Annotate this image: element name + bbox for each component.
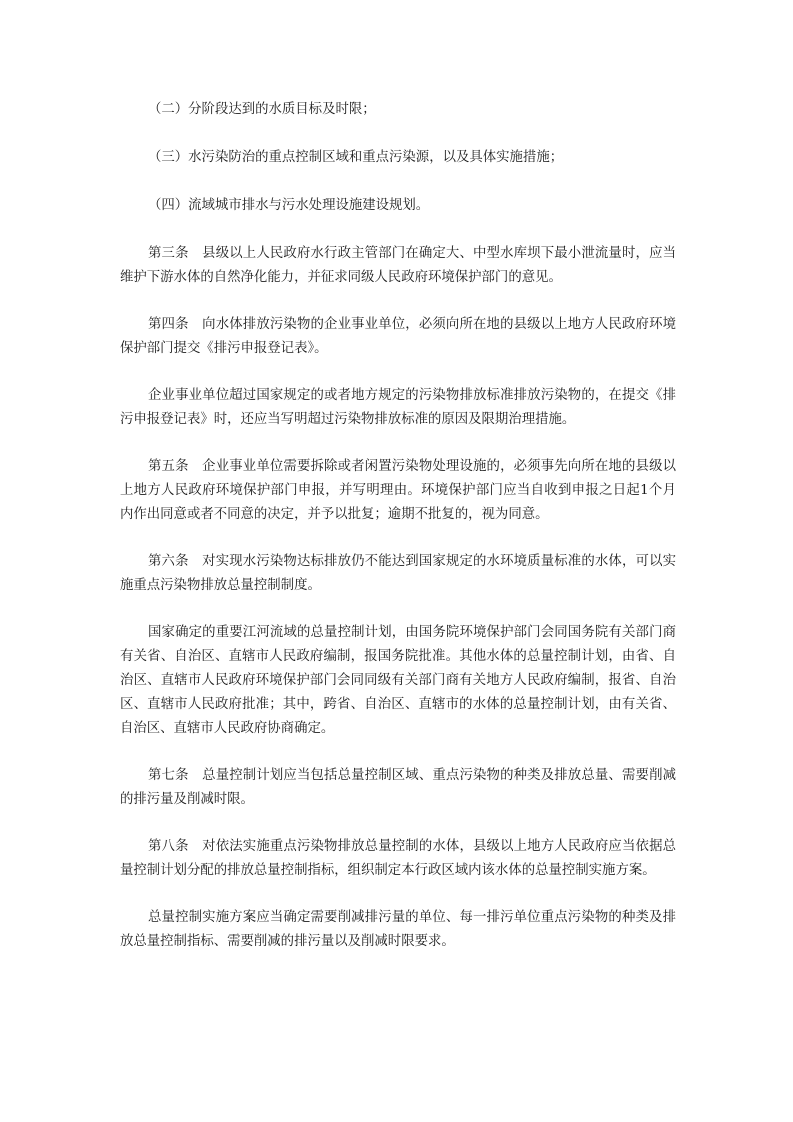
- article-3-paragraph: 第三条 县级以上人民政府水行政主管部门在确定大、中型水库坝下最小泄流量时，应当维护下游水体的自然净化能力，并征求同级人民政府环境保护部门的意见。: [120, 246, 676, 285]
- paragraph-item-2: （二）分阶段达到的水质目标及时限；: [148, 102, 376, 117]
- article-8-paragraph-2: 总量控制实施方案应当确定需要削减排污量的单位、每一排污单位重点污染物的种类及排放总量控制指标、需要削减的排污量以及削减时限要求。: [120, 910, 676, 949]
- article-4-paragraph: 第四条 向水体排放污染物的企业事业单位，必须向所在地的县级以上地方人民政府环境保护部门提交《排污申报登记表》。: [120, 317, 676, 356]
- article-8-paragraph: 第八条 对依法实施重点污染物排放总量控制的水体，县级以上地方人民政府应当依据总量控制计划分配的排放总量控制指标，组织制定本行政区域内该水体的总量控制实施方案。: [120, 839, 676, 878]
- article-6-paragraph-2: 国家确定的重要江河流域的总量控制计划，由国务院环境保护部门会同国务院有关部门商有关省、自治区、直辖市人民政府编制，报国务院批准。其他水体的总量控制计划，由省、自治区、直辖市人民政府环境保护部门会同同级有关部门商有关地方人民政府编制，报省、自治区、直辖市人民政府批准；其中，跨省、自治区、直辖市的水体的总量控制计划，由有关省、自治区、直辖市人民政府协商确定。: [120, 625, 676, 736]
- article-6-paragraph: 第六条 对实现水污染物达标排放仍不能达到国家规定的水环境质量标准的水体，可以实施重点污染物排放总量控制制度。: [120, 554, 676, 593]
- paragraph-item-4: （四）流域城市排水与污水处理设施建设规划。: [148, 198, 430, 213]
- document-body: [120, 98, 676, 977]
- paragraph-item-3: （三）水污染防治的重点控制区域和重点污染源，以及具体实施措施；: [148, 150, 564, 165]
- article-5-paragraph: 第五条 企业事业单位需要拆除或者闲置污染物处理设施的，必须事先向所在地的县级以上地方人民政府环境保护部门申报，并写明理由。环境保护部门应当自收到申报之日起1个月内作出同意或者不同意的决定，并予以批复；逾期不批复的，视为同意。: [120, 459, 676, 522]
- article-4-paragraph-2: 企业事业单位超过国家规定的或者地方规定的污染物排放标准排放污染物的，在提交《排污申报登记表》时，还应当写明超过污染物排放标准的原因及限期治理措施。: [120, 388, 676, 427]
- article-7-paragraph: 第七条 总量控制计划应当包括总量控制区域、重点污染物的种类及排放总量、需要削减的排污量及削减时限。: [120, 768, 676, 807]
